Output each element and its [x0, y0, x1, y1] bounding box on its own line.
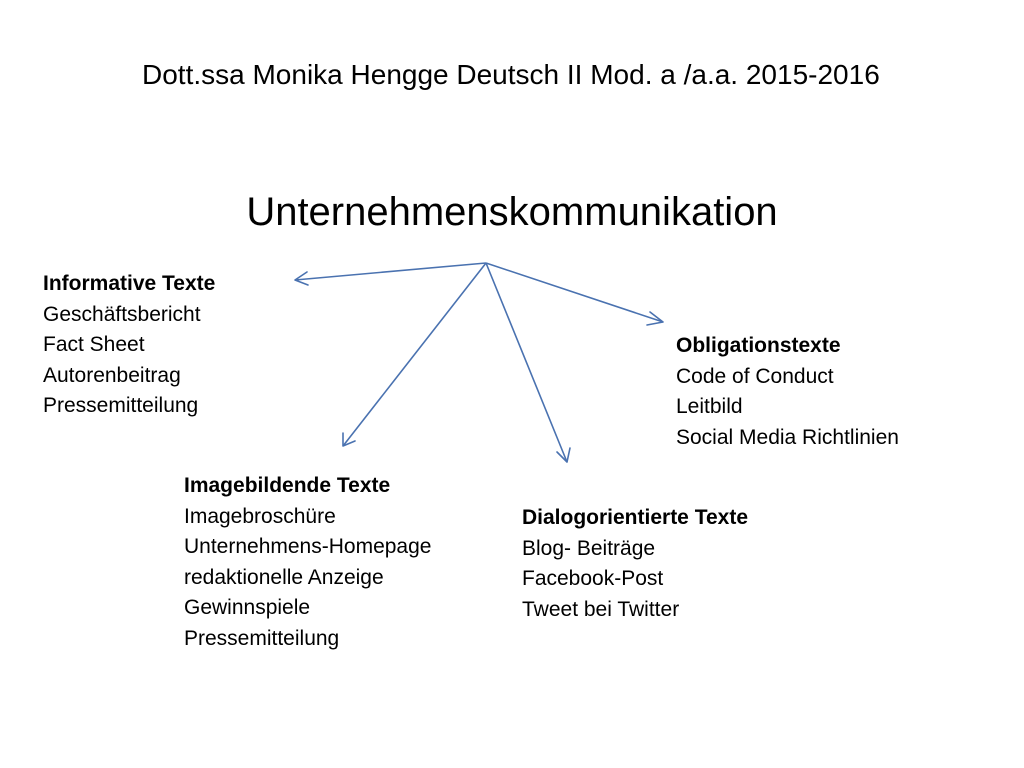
list-item: Fact Sheet [43, 333, 145, 356]
obligation-texts-list [676, 362, 899, 454]
list-item: Gewinnspiele [184, 596, 311, 619]
obligation-texts-heading: Obligationstexte [676, 334, 841, 357]
dialog-texts-group [522, 503, 748, 625]
image-texts-list [184, 502, 431, 655]
list-item: Imagebroschüre [184, 504, 336, 528]
dialog-texts-list [522, 534, 748, 626]
list-item: Geschäftsbericht [43, 302, 201, 326]
obligation-texts-group [676, 331, 899, 453]
dialog-texts-heading: Dialogorientierte Texte [522, 506, 748, 529]
list-item: Facebook-Post [522, 567, 664, 590]
list-item: Pressemitteilung [184, 626, 340, 650]
list-item: Unternehmens-Homepage [184, 535, 432, 558]
image-texts-group [184, 471, 431, 654]
list-item: Pressemitteilung [43, 394, 199, 417]
arrow-to-obligation [486, 263, 663, 325]
informative-texts-heading: Informative Texte [43, 272, 216, 295]
list-item: Leitbild [676, 395, 743, 418]
list-item: redaktionelle Anzeige [184, 565, 384, 589]
list-item: Blog- Beiträge [522, 536, 656, 560]
list-item: Code of Conduct [676, 364, 834, 388]
arrow-to-informative [295, 263, 486, 285]
list-item: Autorenbeitrag [43, 363, 181, 387]
arrow-to-image [343, 263, 486, 446]
list-item: Social Media Richtlinien [676, 425, 899, 449]
informative-texts-list [43, 300, 215, 422]
slide-header: Dott.ssa Monika Hengge Deutsch II Mod. a /a.a. 2015-2016 [142, 59, 880, 90]
arrow-to-dialog [486, 263, 570, 462]
image-texts-heading: Imagebildende Texte [184, 474, 391, 497]
informative-texts-group [43, 269, 215, 422]
list-item: Tweet bei Twitter [522, 597, 680, 621]
main-title: Unternehmenskommunikation [246, 190, 778, 234]
